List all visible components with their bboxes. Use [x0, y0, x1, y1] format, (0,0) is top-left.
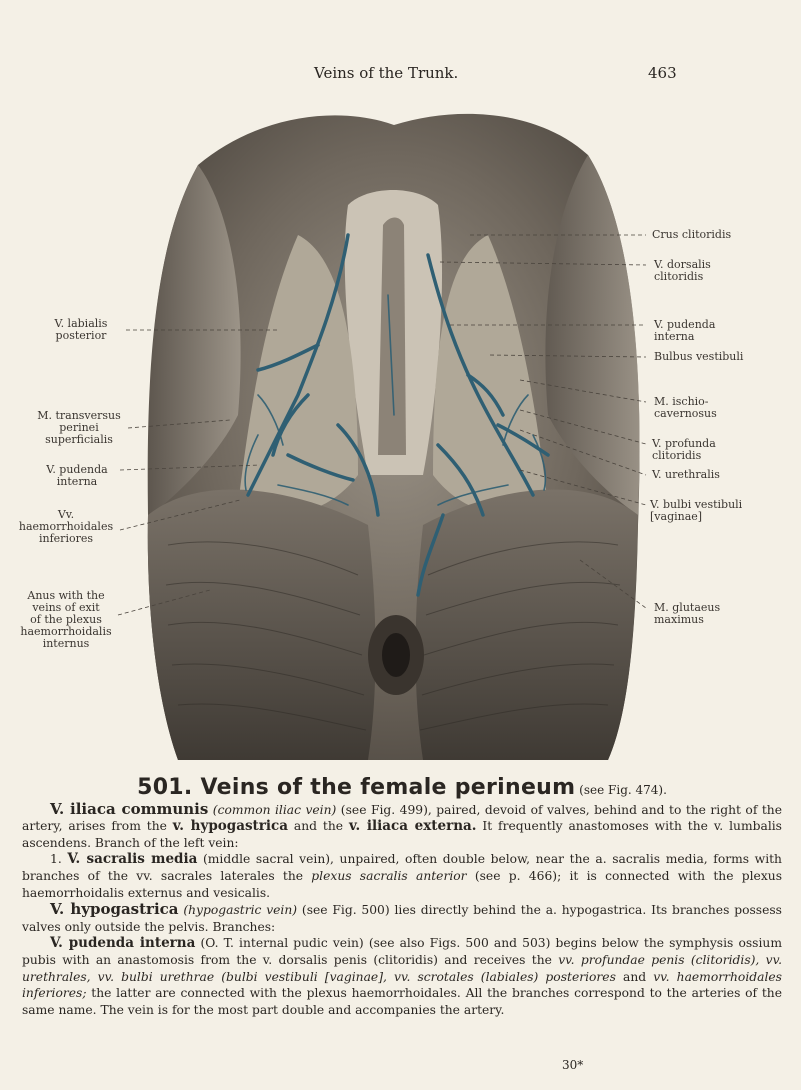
- term-iliaca-externa: v. iliaca externa.: [348, 818, 477, 835]
- section-fig-ref: (see Fig. 474).: [575, 783, 667, 797]
- label-m-ischiocavernosus: M. ischio- cavernosus: [654, 395, 717, 420]
- term-hypogastrica: v. hypogastrica: [172, 818, 289, 835]
- term-hypogastrica-heading: V. hypogastrica: [50, 900, 179, 919]
- body-text: [22, 775, 782, 1018]
- page-number: 463: [648, 64, 677, 82]
- perineum-illustration: [138, 95, 650, 767]
- list-number: 1.: [50, 852, 68, 867]
- italic-text: plexus sacralis anterior: [311, 868, 467, 883]
- label-v-bulbi-vestibuli: V. bulbi vestibuli [vaginae]: [650, 498, 743, 523]
- text-run: It frequently anastomoses with the v. lumbalis ascendens. Branch of the left vein:: [22, 819, 782, 850]
- text-run: (see Fig. 500) lies directly behind the a. hypogastrica. Its branches possess valves only outside the pelvis. Branches:: [22, 903, 782, 934]
- label-v-urethralis: V. urethralis: [652, 468, 720, 481]
- label-v-dorsalis-clitoridis: V. dorsalis clitoridis: [654, 258, 711, 283]
- paragraph-iliaca-communis: [22, 801, 782, 852]
- section-title: 501. Veins of the female perineum: [137, 775, 576, 800]
- text-run: the latter are connected with the plexus haemorrhoidales. All the branches correspond to the arteries of the same name. The vein is for the most part double and accompanies the artery.: [22, 986, 782, 1017]
- italic-text: (common iliac vein): [208, 802, 337, 817]
- text-run: and the: [288, 819, 349, 834]
- term-iliaca-communis: V. iliaca communis: [50, 799, 209, 818]
- label-v-pudenda-interna-right: V. pudenda interna: [654, 318, 716, 343]
- label-v-pudenda-interna-left: V. pudenda interna: [46, 463, 108, 488]
- paragraph-sacralis-media: [22, 851, 782, 901]
- label-v-profunda-clitoridis: V. profunda clitoridis: [652, 437, 716, 462]
- label-crus-clitoridis: Crus clitoridis: [652, 228, 732, 241]
- label-bulbus-vestibuli: Bulbus vestibuli: [654, 350, 744, 363]
- running-head: [0, 64, 801, 86]
- text-run: (O. T. internal pudic vein) (see also Figs. 500 and 503) begins below the symphysis ossium pubis with an anastomosis from the v. dorsalis penis (clitoridis) and receives the: [22, 936, 782, 967]
- italic-text: vv. profundae penis (clitoridis), vv. urethrales, vv. bulbi urethrae (bulbi vestibuli [vaginae], vv. scrotales (labiales) posteriores: [22, 952, 782, 984]
- paragraph-pudenda-interna: [22, 935, 782, 1018]
- paragraph-hypogastrica: [22, 901, 782, 935]
- sheet-signature-mark: 30*: [562, 1058, 584, 1072]
- label-vv-haemorrhoidales: Vv. haemorrhoidales inferiores: [18, 508, 114, 545]
- text-run: (see p. 466); it is connected with the plexus haemorrhoidalis externus and vesicalis.: [22, 868, 782, 900]
- italic-text: vv. haemorrhoidales inferiores;: [22, 969, 782, 1001]
- section-heading: [22, 775, 782, 800]
- term-pudenda-interna: V. pudenda interna: [50, 935, 196, 952]
- text-run: (see Fig. 499), paired, devoid of valves, behind and to the right of the artery, arises from the: [22, 802, 782, 834]
- label-m-transversus-perinei: M. transversus perinei superficialis: [37, 409, 121, 446]
- italic-text: (hypogastric vein): [178, 903, 298, 918]
- text-run: (middle sacral vein), unpaired, often double below, near the a. sacralis media, forms with branches of the vv. sacrales laterales the: [22, 852, 782, 883]
- label-anus-veins: Anus with the veins of exit of the plexus haemorrhoidalis internus: [20, 589, 112, 650]
- text-run: and: [615, 969, 654, 984]
- label-m-glutaeus-maximus: M. glutaeus maximus: [654, 601, 721, 626]
- label-v-labialis-posterior: V. labialis posterior: [54, 317, 108, 342]
- running-title: Veins of the Trunk.: [314, 64, 459, 82]
- term-sacralis-media: V. sacralis media: [67, 851, 198, 868]
